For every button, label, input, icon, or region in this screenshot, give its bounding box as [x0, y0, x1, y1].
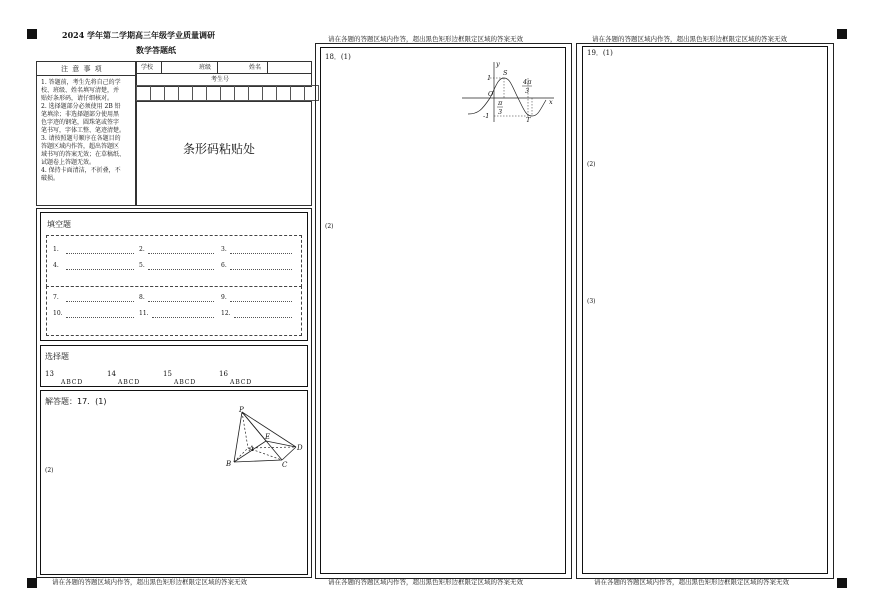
option-bubble-b[interactable]: B — [123, 379, 128, 386]
notice-line: 试题卷上答题无效。 — [41, 159, 96, 166]
fill-label: 12. — [221, 310, 231, 317]
fill-answer-line[interactable] — [66, 269, 134, 270]
warning-text-right-bottom: 请在各题的答题区域内作答，超出黑色矩形边框限定区域的答案无效 — [594, 578, 789, 586]
fill-label: 11. — [139, 310, 149, 317]
page-subtitle: 数学答题纸 — [136, 45, 176, 55]
graph-pi-3-num: π — [498, 99, 503, 107]
fill-in-section — [40, 212, 308, 341]
label-p: P — [239, 406, 244, 414]
fill-label: 7. — [53, 294, 59, 301]
choice-number: 14 — [107, 370, 116, 378]
fill-label: 1. — [53, 246, 59, 253]
label-c: C — [282, 461, 288, 469]
notice-title: 注 意 事 项 — [61, 65, 103, 73]
corner-mark-top-right — [837, 29, 847, 39]
notice-line: 色字迹的钢笔，圆珠笔或签字 — [41, 119, 120, 126]
q17-part-2-label: (2) — [45, 467, 54, 474]
warning-text-right-top: 请在各题的答题区域内作答，超出黑色矩形边框限定区域的答案无效 — [592, 35, 787, 43]
exam-number-grid[interactable] — [136, 85, 319, 101]
label-a: A — [249, 445, 255, 453]
notice-line: 域书写的答案无效；在草稿纸、 — [41, 151, 126, 158]
notice-line: 4. 保持卡面清洁，不折叠，不 — [41, 167, 121, 174]
notice-line: 1. 答题前，考生先将自己的学 — [41, 79, 121, 86]
corner-mark-bottom-left — [27, 578, 37, 588]
option-bubble-a[interactable]: A — [118, 379, 123, 386]
graph-origin: O — [488, 90, 494, 98]
option-bubble-d[interactable]: D — [77, 379, 83, 386]
fill-in-title: 填空题 — [47, 220, 71, 229]
notice-line: 校、班级、姓名填写清楚，并 — [41, 87, 120, 94]
option-bubble-d[interactable]: D — [190, 379, 196, 386]
option-bubble-a[interactable]: A — [61, 379, 66, 386]
fill-answer-line[interactable] — [152, 317, 214, 318]
choice-number: 13 — [45, 370, 54, 378]
fill-label: 6. — [221, 262, 227, 269]
option-bubble-c[interactable]: C — [71, 379, 77, 386]
choice-options-13 — [60, 369, 82, 388]
exam-number-label: 考生号 — [211, 76, 230, 83]
notice-line: 笔填涂；非选择题部分使用黑 — [41, 111, 120, 118]
graph-y-label: y — [496, 60, 500, 68]
choice-options-16 — [229, 369, 251, 388]
graph-neg-one: -1 — [483, 112, 490, 120]
option-bubble-d[interactable]: D — [134, 379, 140, 386]
option-bubble-d[interactable]: D — [246, 379, 252, 386]
fill-label: 8. — [139, 294, 145, 301]
notice-line: 答题区域内作答，超出答题区 — [41, 143, 120, 150]
barcode-area — [136, 101, 312, 206]
q19-answer-area[interactable] — [582, 46, 828, 574]
q18-part-2-label: (2) — [325, 223, 334, 230]
q18-answer-area[interactable] — [320, 47, 566, 574]
fill-answer-line[interactable] — [148, 301, 214, 302]
notice-text — [41, 79, 125, 183]
fill-answer-line[interactable] — [230, 269, 292, 270]
choice-number: 16 — [219, 370, 228, 378]
fill-answer-line[interactable] — [230, 253, 292, 254]
graph-label-s: S — [503, 69, 508, 77]
q19-part-3-label: (3) — [587, 298, 596, 305]
choice-question-15 — [163, 370, 172, 378]
graph-4pi-3-den: 3 — [525, 87, 530, 95]
fill-answer-line[interactable] — [66, 301, 134, 302]
fill-answer-line[interactable] — [230, 301, 292, 302]
warning-text-middle-top: 请在各题的答题区域内作答，超出黑色矩形边框限定区域的答案无效 — [328, 35, 523, 43]
notice-line: 笔书写，字体工整、笔迹清楚。 — [41, 127, 126, 134]
choice-question-13 — [45, 370, 54, 378]
choice-options-14 — [117, 369, 139, 388]
choice-number: 15 — [163, 370, 172, 378]
corner-mark-top-left — [27, 29, 37, 39]
class-label: 班级 — [199, 64, 212, 71]
fill-answer-line[interactable] — [234, 317, 292, 318]
notice-line: 2. 选择题部分必须使用 2B 铅 — [41, 103, 121, 110]
option-bubble-b[interactable]: B — [179, 379, 184, 386]
barcode-label: 条形码粘贴处 — [183, 142, 256, 156]
graph-4pi-3-num: 4π — [523, 78, 532, 86]
warning-text-middle-bottom: 请在各题的答题区域内作答，超出黑色矩形边框限定区域的答案无效 — [328, 578, 523, 586]
option-bubble-b[interactable]: B — [66, 379, 71, 386]
option-bubble-a[interactable]: A — [174, 379, 179, 386]
sine-graph-figure — [460, 58, 560, 124]
graph-label-t: T — [526, 116, 531, 124]
name-label: 姓名 — [249, 64, 262, 71]
label-d: D — [297, 444, 303, 452]
graph-pi-3-den: 3 — [498, 108, 503, 116]
fill-label: 9. — [221, 294, 227, 301]
graph-x-label: x — [549, 98, 553, 106]
q17-title: 解答题：17．(1) — [45, 397, 107, 406]
option-bubble-c[interactable]: C — [184, 379, 190, 386]
warning-text-left: 请在各题的答题区域内作答，超出黑色矩形边框限定区域的答案无效 — [52, 578, 247, 586]
label-b: B — [226, 460, 232, 468]
q19-title: 19．(1) — [587, 49, 613, 57]
fill-label: 4. — [53, 262, 59, 269]
graph-one: 1 — [487, 74, 492, 82]
fill-in-group-1 — [46, 235, 302, 287]
choice-title: 选择题 — [45, 352, 69, 361]
fill-answer-line[interactable] — [66, 317, 134, 318]
label-e: E — [265, 433, 271, 441]
choice-question-16 — [219, 370, 228, 378]
notice-line: 破损。 — [41, 175, 60, 182]
notice-line: 贴好条形码，请仔细核对。 — [41, 95, 114, 102]
fill-label: 5. — [139, 262, 145, 269]
fill-answer-line[interactable] — [148, 269, 214, 270]
option-bubble-b[interactable]: B — [235, 379, 240, 386]
school-label: 学校 — [141, 64, 154, 71]
notice-box — [36, 61, 136, 206]
page-title: 2024 学年第二学期高三年级学业质量调研 — [62, 30, 216, 40]
choice-question-14 — [107, 370, 116, 378]
corner-mark-bottom-right — [837, 578, 847, 588]
fill-label: 3. — [221, 246, 227, 253]
option-bubble-c[interactable]: C — [128, 379, 134, 386]
fill-in-group-2 — [46, 286, 302, 336]
q19-part-2-label: (2) — [587, 161, 596, 168]
q18-title: 18．(1) — [325, 53, 351, 61]
option-bubble-a[interactable]: A — [230, 379, 235, 386]
notice-line: 3. 请按照题号顺序在各题目的 — [41, 135, 121, 142]
fill-label: 2. — [139, 246, 145, 253]
fill-label: 10. — [53, 310, 63, 317]
option-bubble-c[interactable]: C — [240, 379, 246, 386]
fill-answer-line[interactable] — [66, 253, 134, 254]
fill-answer-line[interactable] — [148, 253, 214, 254]
pyramid-figure — [222, 404, 306, 470]
choice-options-15 — [173, 369, 195, 388]
